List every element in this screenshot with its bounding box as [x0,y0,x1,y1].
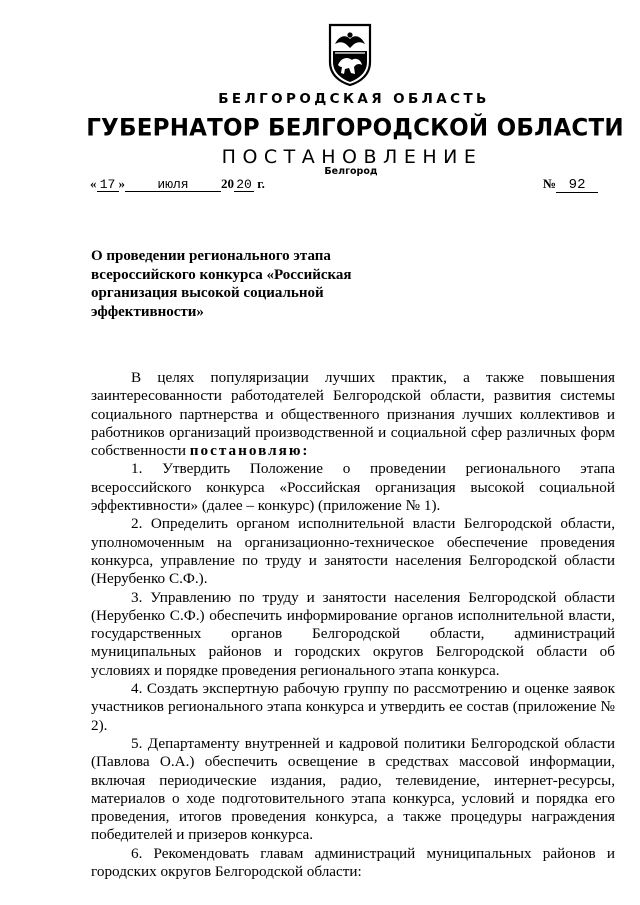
clause-1: 1. Утвердить Положение о проведении регионального этапа всероссийского конкурса «Российская организация высокой социальной эффективности» (далее – конкурс) (приложение № 1). [91,460,615,515]
clause-5: 5. Департаменту внутренней и кадровой политики Белгородской области (Павлова О.А.) обеспечить освещение в средствах массовой информации, включая периодические издания, радио, телевидение, интернет-ресурсы, материалов о ходе подготовительного этапа конкурса, условий и порядка его проведения, итогов проведения конкурса, а также процедуры награждения победителей и призеров конкурса. [91,734,615,844]
number-label: № [543,176,557,191]
date-year-prefix: 20 [221,176,234,191]
decree-number [543,176,598,193]
date-open-quote: « [90,176,97,191]
date-year-suffix: 20 [234,178,254,192]
date-year-label: г. [257,176,265,191]
clause-6: 6. Рекомендовать главам администраций муниципальных районов и городских округов Белгородской области: [91,844,615,881]
governor-title: ГУБЕРНАТОР БЕЛГОРОДСКОЙ ОБЛАСТИ [86,114,624,142]
date-close-quote: » [118,176,125,191]
clause-4: 4. Создать экспертную рабочую группу по рассмотрению и оценке заявок участников регионального этапа конкурса и утвердить ее состав (приложение № 2). [91,680,615,734]
clause-3: 3. Управлению по труду и занятости населения Белгородской области (Нерубенко С.Ф.) обеспечить информирование органов исполнительной власти, государственных органов Белгородской области, администраций муниципальных районов и городских округов Белгородской области об условиях и порядке проведения регионального этапа конкурса. [91,588,615,679]
city-name: Белгород [324,166,378,177]
clause-2: 2. Определить органом исполнительной власти Белгородской области, уполномоченным на организационно-техническое обеспечение проведения конкурса, управление по труду и занятости населения Белгородской области (Нерубенко С.Ф.). [91,515,615,588]
document-type: ПОСТАНОВЛЕНИЕ [221,146,483,168]
preamble-text: В целях популяризации лучших практик, а также повышения заинтересованности работодателей Белгородской области, развития системы социального партнерства и общественного признания лучших коллективов и работников организаций производственной и социальной сфер различных форм собственности [91,369,615,460]
region-name: БЕЛГОРОДСКАЯ ОБЛАСТЬ [218,91,490,107]
date-day: 17 [97,178,119,192]
coat-of-arms-icon [327,22,373,86]
number-value: 92 [556,179,598,193]
decree-date [90,176,265,192]
decree-subject: О проведении регионального этапа всероссийского конкурса «Российская организация высокой социальной эффективности» [91,248,352,320]
decree-body [91,369,615,881]
preamble-paragraph [91,369,615,460]
date-month: июля [125,178,221,192]
decree-verb: постановляю: [189,442,310,460]
